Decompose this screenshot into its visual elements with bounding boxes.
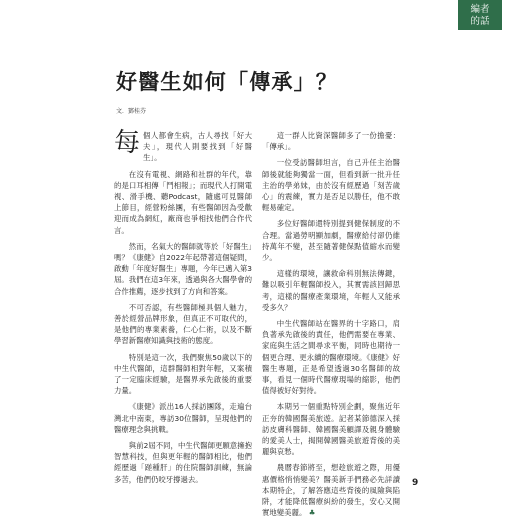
section-tab-line1: 編者 [470, 4, 490, 15]
section-tab-editor-note [458, 0, 502, 30]
paragraph-7: 與前2屆不同，中生代醫師更願意擁抱智慧科技，但與更年輕的醫師相比，他們經歷過「蹉種肝」的住院醫師訓練，無論多苦，他們仍咬牙撐過去。 [114, 441, 252, 484]
paragraph-14 [262, 462, 400, 518]
article-column-right [262, 130, 400, 524]
paragraph-1-text: 個人都會生病，古人尋找「好大夫」，現代人則要找到「好醫生」。 [143, 131, 252, 163]
paragraph-6: 《康健》派出16人採訪團隊，走遍台灣北中南東，專訪30位醫師，呈現他們的醫療理念與挑戰。 [114, 402, 252, 434]
paragraph-2: 在沒有電視、網路和社群的年代，靠的是口耳相傳「鬥相報」；而現代人打開電視、滑手機、聽Podcast，隨處可見醫師上節目，經營粉絲團，有些醫師因為受歡迎而成為網紅，廠商也爭相找他們合作代言。 [114, 169, 252, 235]
paragraph-13: 本期另一個重點特別企劃，聚焦近年正夯的韓國醫美旅遊。記者某節德深入採訪皮膚科醫師、韓國醫美顧譯及親身體驗的愛美人士，揭開韓國醫美旅遊背後的美麗與哀愁。 [262, 402, 400, 457]
paragraph-3: 然而，名氣大的醫師就等於「好醫生」嗎？《康健》自2022年起帶著這個疑問，啟動「年度好醫生」專題，今年已邁入第3屆。我們在這3年來，透過與各大醫學會的合作推薦，逐步找到了方向和答案。 [114, 241, 252, 296]
paragraph-11: 這樣的環境，讓救命科別無法傳鍵，難以吸引年輕醫師投入，其實需該回歸思考，這樣的醫療產業環境，年輕人又能承受多久？ [262, 269, 400, 312]
paragraph-4: 不可否認，有些醫師極具個人魅力，善於經營品牌形象，但真正不可取代的，是他們的專業素養，仁心仁術，以及不斷學習新醫療知識與技術的態度。 [114, 302, 252, 346]
section-tab-line2: 的話 [470, 16, 490, 27]
paragraph-1 [114, 130, 252, 164]
paragraph-5: 特別是這一次，我們聚焦50歲以下的中生代醫師，這群醫師相對年輕，又案積了一定臨床經驗，是醫界承先啟後的重要力量。 [114, 352, 252, 396]
article-column-left [114, 130, 252, 490]
leaf-end-icon: ♣ [308, 508, 316, 518]
page-number: 9 [412, 478, 419, 488]
paragraph-10: 多位好醫師還特別提到健保制度的不合理。當過勞明顯加劇，醫療給付卻仍維持萬年不變，甚至隨著健保點值縮水而變少。 [262, 219, 400, 263]
paragraph-9: 一位受訪醫師坦言，自己升任主治醫師後就能夠獨當一面，但看到新一批升任主治的學弟妹，由於沒有經歷過「刻苦歲心」的震練，實力是否足以勝任，他不敢輕易確定。 [262, 158, 400, 213]
article-byline: 文．鄧桂芬 [116, 108, 147, 115]
drop-cap: 每 [114, 128, 141, 158]
paragraph-14-text: 農曆春節將至，想趁旅遊之際，用優惠價格悄悄變美？醫美新手們務必先詳讀本期特企，了解答應這些背後的風險與陷阱，才能降低醫療糾紛的發生，安心又開實地變美麗。 [262, 463, 400, 518]
paragraph-12: 中生代醫師站在醫界的十字路口，肩負著承先啟後的責任，他們需要在專業、家庭與生活之間尋求平衡，同時也期待一個更合理、更永續的醫療環境。《康健》好醫生專題，正是希望透過30名醫師的故事，看見一個時代醫療現場的縮影，他們值得被好好對待。 [262, 319, 400, 396]
paragraph-8: 這一群人比資深醫師多了一份擔憂：「傳承」。 [262, 131, 400, 152]
article-title: 好醫生如何「傳承」？ [116, 70, 338, 94]
